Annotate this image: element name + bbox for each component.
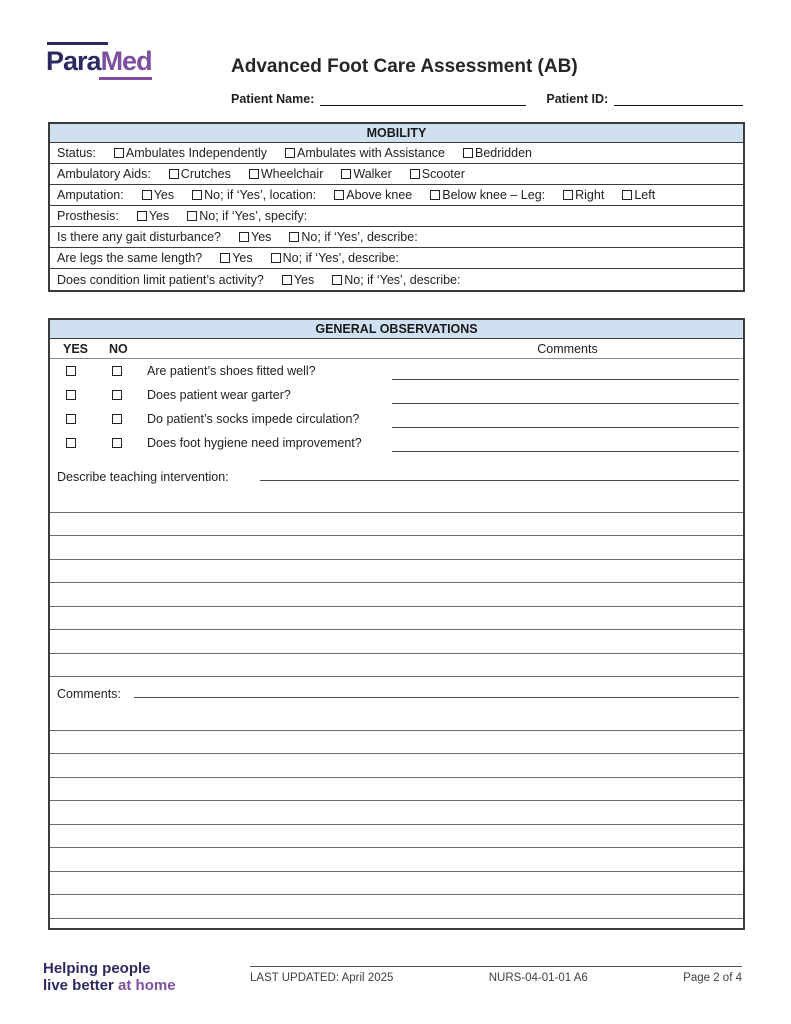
writing-line[interactable] [50, 778, 743, 802]
comments-writing-area [50, 707, 743, 919]
checkbox[interactable] [114, 148, 124, 158]
footer-info [250, 972, 742, 984]
writing-line[interactable] [50, 731, 743, 755]
question-label: Do patient’s socks impede circulation? [147, 412, 360, 426]
checkbox-option [142, 188, 174, 202]
checkbox-label: No; if ‘Yes’, describe: [282, 251, 399, 265]
checkbox[interactable] [563, 190, 573, 200]
footer-divider [250, 966, 742, 967]
checkbox-label: Above knee [346, 188, 413, 202]
no-checkbox[interactable] [112, 390, 122, 400]
writing-line[interactable] [50, 513, 743, 537]
patient-name-label: Patient Name: [231, 92, 315, 106]
comment-line[interactable] [392, 379, 739, 380]
writing-line[interactable] [50, 489, 743, 513]
row-label: Does condition limit patient’s activity? [57, 272, 264, 287]
observations-column-headers [50, 339, 743, 359]
teaching-intervention-line[interactable] [260, 480, 739, 481]
comments-column-header: Comments [537, 342, 598, 356]
logo-text-med: Med [100, 46, 152, 76]
checkbox[interactable] [142, 190, 152, 200]
checkbox-option [114, 146, 267, 160]
writing-line[interactable] [50, 654, 743, 678]
checkbox[interactable] [271, 253, 281, 263]
checkbox-option [220, 251, 252, 265]
tagline-line1: Helping people [43, 960, 151, 977]
tagline [43, 960, 176, 994]
observation-row-hygiene [50, 431, 743, 455]
document-code: NURS-04-01-01 A6 [488, 972, 588, 984]
row-label: Ambulatory Aids: [57, 167, 151, 181]
checkbox[interactable] [137, 211, 147, 221]
writing-line[interactable] [50, 825, 743, 849]
tagline-line2-navy: live better [43, 977, 119, 994]
question-label: Does foot hygiene need improvement? [147, 436, 362, 450]
checkbox-option [282, 273, 314, 287]
checkbox-option [334, 188, 412, 202]
checkbox[interactable] [169, 169, 179, 179]
observation-row-garter [50, 383, 743, 407]
checkbox[interactable] [289, 232, 299, 242]
teaching-intervention-row [50, 455, 743, 489]
checkbox-option [187, 209, 307, 223]
checkbox-option [169, 167, 231, 181]
row-label: Amputation: [57, 188, 124, 202]
patient-info-row [231, 92, 743, 106]
writing-line[interactable] [50, 583, 743, 607]
mobility-row-ambulatory-aids [50, 164, 743, 185]
row-label: Status: [57, 146, 96, 160]
checkbox[interactable] [430, 190, 440, 200]
observations-section-header: GENERAL OBSERVATIONS [50, 320, 743, 339]
checkbox-option [289, 230, 417, 244]
no-column-header: NO [109, 342, 128, 356]
teaching-writing-area [50, 489, 743, 677]
mobility-row-leg-length [50, 248, 743, 269]
writing-line[interactable] [50, 630, 743, 654]
mobility-section-header: MOBILITY [50, 124, 743, 143]
row-label: Is there any gait disturbance? [57, 230, 221, 244]
writing-line[interactable] [50, 895, 743, 919]
comments-line[interactable] [134, 697, 739, 698]
checkbox-label: Left [634, 188, 656, 202]
checkbox-label: Yes [293, 272, 315, 287]
checkbox[interactable] [239, 232, 249, 242]
writing-line[interactable] [50, 707, 743, 731]
patient-id-field[interactable] [614, 92, 743, 106]
checkbox[interactable] [341, 169, 351, 179]
writing-line[interactable] [50, 754, 743, 778]
last-updated: LAST UPDATED: April 2025 [250, 972, 394, 984]
no-checkbox[interactable] [112, 438, 122, 448]
writing-line[interactable] [50, 607, 743, 631]
patient-id-label: Patient ID: [546, 92, 609, 106]
yes-checkbox[interactable] [66, 390, 76, 400]
checkbox-option [332, 273, 460, 287]
checkbox[interactable] [334, 190, 344, 200]
checkbox[interactable] [463, 148, 473, 158]
checkbox-option [285, 146, 445, 160]
checkbox-label: Right [575, 188, 605, 202]
checkbox-option [341, 167, 391, 181]
writing-line[interactable] [50, 848, 743, 872]
checkbox[interactable] [192, 190, 202, 200]
checkbox[interactable] [220, 253, 230, 263]
checkbox-label: Walker [353, 167, 392, 181]
observation-row-socks [50, 407, 743, 431]
row-label: Prosthesis: [57, 209, 119, 223]
question-label: Does patient wear garter? [147, 388, 291, 402]
checkbox[interactable] [187, 211, 197, 221]
checkbox-option [430, 188, 545, 202]
mobility-row-activity-limit [50, 269, 743, 290]
row-label: Are legs the same length? [57, 251, 203, 265]
yes-checkbox[interactable] [66, 438, 76, 448]
writing-line[interactable] [50, 560, 743, 584]
checkbox[interactable] [282, 275, 292, 285]
logo-text-para: Para [46, 46, 101, 76]
observation-row-shoes [50, 359, 743, 383]
comment-line[interactable] [392, 451, 739, 452]
checkbox-label: Bedridden [475, 146, 532, 160]
checkbox-option [463, 146, 532, 160]
checkbox-option [239, 230, 271, 244]
comments-row [50, 677, 743, 707]
checkbox-option [249, 167, 324, 181]
checkbox[interactable] [249, 169, 259, 179]
mobility-section [48, 122, 745, 292]
paramed-logo [46, 46, 152, 77]
checkbox-option [563, 188, 604, 202]
general-observations-section [48, 318, 745, 930]
checkbox-label: Scooter [421, 167, 465, 181]
comment-line[interactable] [392, 427, 739, 428]
checkbox[interactable] [332, 275, 342, 285]
checkbox-label: Yes [153, 188, 175, 202]
teaching-intervention-label: Describe teaching intervention: [57, 470, 229, 484]
patient-name-field[interactable] [320, 92, 526, 106]
checkbox[interactable] [410, 169, 420, 179]
checkbox-option [137, 209, 169, 223]
writing-line[interactable] [50, 536, 743, 560]
checkbox-label: No; if ‘Yes’, describe: [344, 272, 461, 287]
tagline-line2 [43, 977, 176, 994]
writing-line[interactable] [50, 872, 743, 896]
checkbox-label: No; if ‘Yes’, describe: [301, 230, 418, 244]
no-checkbox[interactable] [112, 414, 122, 424]
checkbox-label: Crutches [180, 167, 231, 181]
checkbox-label: Ambulates with Assistance [297, 146, 445, 160]
checkbox-label: Wheelchair [260, 167, 324, 181]
checkbox-option [192, 188, 316, 202]
checkbox-label: Yes [148, 209, 170, 223]
no-checkbox[interactable] [112, 366, 122, 376]
comments-label: Comments: [57, 687, 121, 701]
checkbox-label: Yes [232, 251, 253, 265]
checkbox-option [410, 167, 465, 181]
yes-checkbox[interactable] [66, 366, 76, 376]
checkbox-option [622, 188, 655, 202]
yes-checkbox[interactable] [66, 414, 76, 424]
form-title: Advanced Foot Care Assessment (AB) [231, 56, 578, 77]
checkbox-option [271, 251, 399, 265]
writing-line[interactable] [50, 801, 743, 825]
checkbox[interactable] [285, 148, 295, 158]
mobility-row-prosthesis [50, 206, 743, 227]
checkbox-label: Yes [251, 230, 272, 244]
checkbox-label: No; if ‘Yes’, specify: [199, 209, 308, 223]
checkbox-label: Below knee – Leg: [442, 188, 546, 202]
yes-column-header: YES [63, 342, 89, 356]
comment-line[interactable] [392, 403, 739, 404]
checkbox[interactable] [622, 190, 632, 200]
tagline-line2-purple: at home [118, 977, 176, 994]
checkbox-label: Ambulates Independently [125, 146, 267, 160]
mobility-row-amputation [50, 185, 743, 206]
page-number: Page 2 of 4 [683, 972, 742, 984]
checkbox-label: No; if ‘Yes’, location: [204, 188, 317, 202]
mobility-row-gait [50, 227, 743, 248]
question-label: Are patient’s shoes fitted well? [147, 364, 316, 378]
mobility-row-status [50, 143, 743, 164]
